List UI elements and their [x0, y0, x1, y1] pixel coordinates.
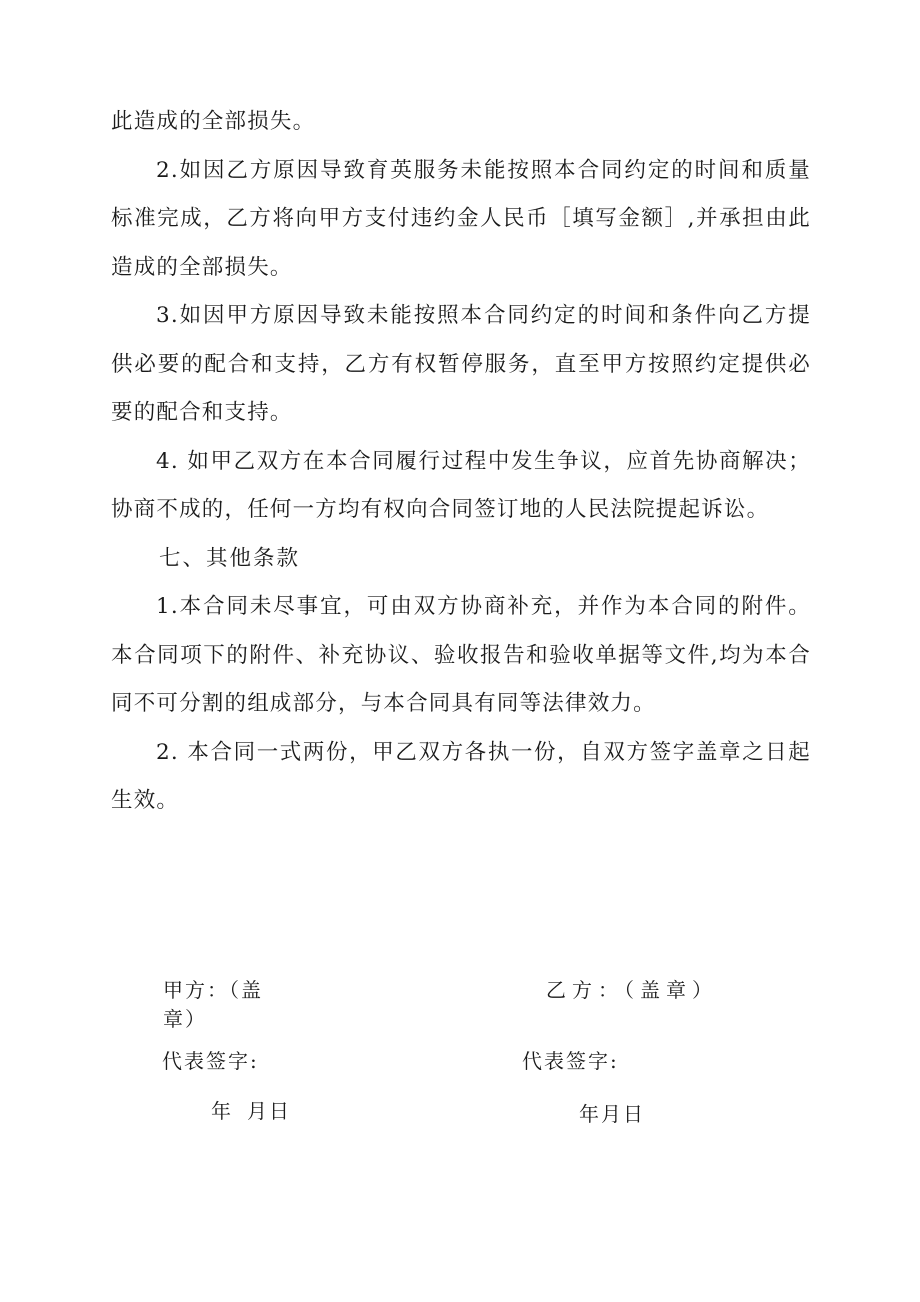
party-b-date: 年月日 [579, 1102, 645, 1126]
clause-7-2-copies-effect: 2. 本合同一式两份，甲乙双方各执一份，自双方签字盖章之日起生效。 [111, 739, 811, 813]
party-a-seal-label: 甲方：（盖 [163, 978, 263, 1002]
party-b-seal-label: 乙方：（盖章） [546, 978, 718, 1002]
party-b-representative-signature: 代表签字: [522, 1049, 619, 1073]
clause-6-4-dispute-resolution: 4. 如甲乙双方在本合同履行过程中发生争议，应首先协商解决；协商不成的，任何一方均有权向合同签订地的人民法院提起诉讼。 [111, 448, 811, 522]
party-a-date-month-day: 月日 [247, 1099, 291, 1123]
section-heading-other-terms: 七、其他条款 [159, 545, 301, 571]
party-a-representative-signature: 代表签字: [162, 1049, 259, 1073]
clause-6-3-party-a-cooperation: 3.如因甲方原因导致未能按照本合同约定的时间和条件向乙方提供必要的配合和支持，乙方有权暂停服务，直至甲方按照约定提供必要的配合和支持。 [111, 303, 811, 425]
party-a-date-year: 年 [211, 1099, 233, 1123]
paragraph-loss-continuation: 此造成的全部损失。 [111, 109, 316, 134]
contract-body [111, 98, 811, 826]
party-a-seal-label-wrap: 章） [163, 1007, 207, 1031]
clause-6-2-party-b-breach: 2.如因乙方原因导致育英服务未能按照本合同约定的时间和质量标准完成，乙方将向甲方支付违约金人民币［填写金额］,并承担由此造成的全部损失。 [111, 157, 811, 280]
clause-7-1-supplements: 1.本合同未尽事宜，可由双方协商补充，并作为本合同的附件。本合同项下的附件、补充协议、验收报告和验收单据等文件,均为本合同不可分割的组成部分，与本合同具有同等法律效力。 [111, 594, 811, 716]
party-a-date [211, 1096, 291, 1126]
